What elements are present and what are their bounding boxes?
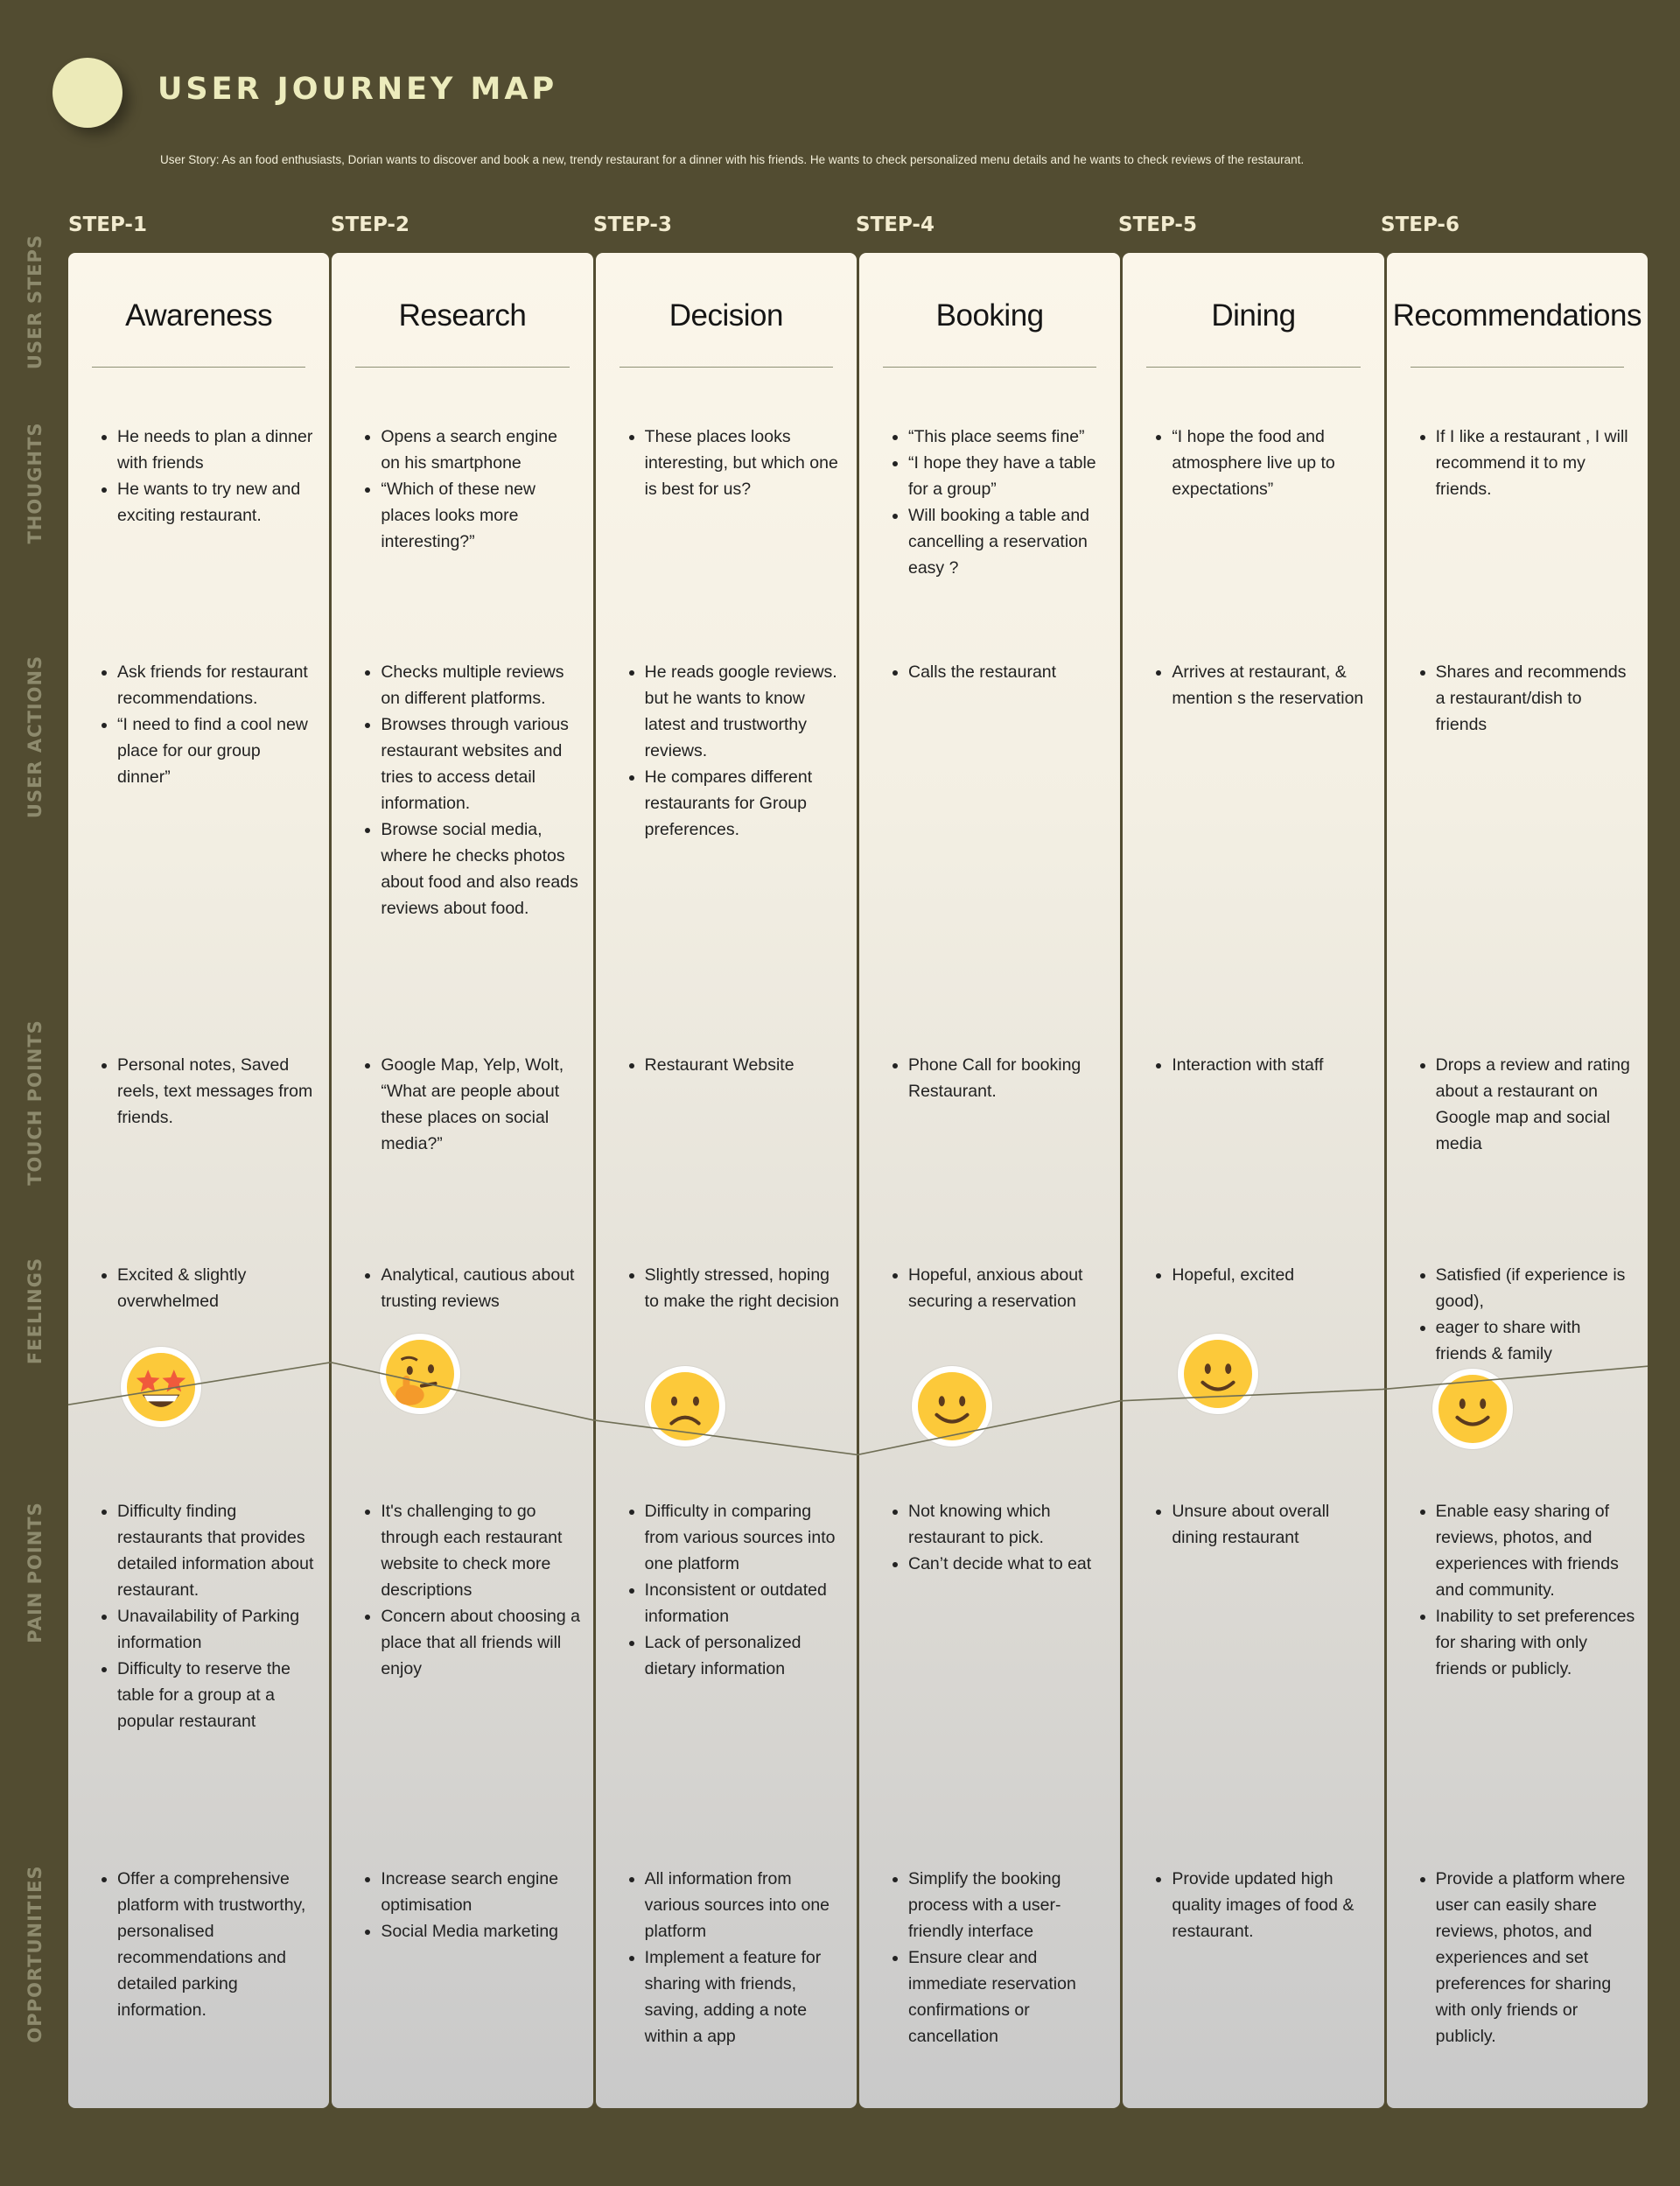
list-item: • He wants to try new and exciting restaurant. (117, 476, 317, 529)
emotion-line (68, 1363, 1648, 1455)
list-item: • “This place seems fine” (908, 424, 1108, 450)
list-item: • Simplify the booking process with a user-friendly interface (908, 1866, 1108, 1944)
list-item: • “I need to find a cool new place for our group dinner” (117, 711, 317, 790)
list-item: • He reads google reviews. but he wants to know latest and trustworthy reviews. (645, 659, 844, 764)
list-item: • Unsure about overall dining restaurant (1172, 1498, 1371, 1551)
list-item: • Drops a review and rating about a restaurant on Google map and social media (1436, 1052, 1635, 1157)
list-item: • “I hope they have a table for a group” (908, 450, 1108, 502)
list-item: • Restaurant Website (645, 1052, 844, 1078)
step-label: STEP-4 (856, 214, 934, 236)
list-item: • Checks multiple reviews on different platforms. (381, 659, 580, 711)
user-story: User Story: As an food enthusiasts, Dorian wants to discover and book a new, trendy restaurant for a dinner with his friends. He wants to check personalized menu details and he wants to check reviews of the restaurant. (160, 153, 1305, 166)
list-item: • Excited & slightly overwhelmed (117, 1262, 317, 1314)
list-item: • eager to share with friends & family (1436, 1314, 1635, 1367)
list-item: • Difficulty to reserve the table for a group at a popular restaurant (117, 1656, 317, 1734)
list-item: • Analytical, cautious about trusting reviews (381, 1262, 580, 1314)
list-item: • Opens a search engine on his smartphone (381, 424, 580, 476)
list-item: • Will booking a table and cancelling a reservation easy ? (908, 502, 1108, 581)
step-title: Decision (668, 298, 783, 333)
list-item: • Unavailability of Parking information (117, 1603, 317, 1656)
list-item: • Interaction with staff (1172, 1052, 1371, 1078)
list-item: • If I like a restaurant , I will recommend it to my friends. (1436, 424, 1635, 502)
list-item: • Can’t decide what to eat (908, 1551, 1108, 1577)
list-item: • Offer a comprehensive platform with trustworthy, personalised recommendations and detailed parking information. (117, 1866, 317, 2023)
list-item: • Shares and recommends a restaurant/dish to friends (1436, 659, 1635, 738)
list-item: • Inconsistent or outdated information (645, 1577, 844, 1629)
list-item: • Implement a feature for sharing with friends, saving, adding a note within a app (645, 1944, 844, 2049)
page-title: USER JOURNEY MAP (158, 72, 558, 107)
step-label: STEP-3 (593, 214, 672, 236)
list-item: • “Which of these new places looks more interesting?” (381, 476, 580, 555)
step-label: STEP-1 (68, 214, 147, 236)
step-title: Booking (935, 298, 1044, 333)
list-item: • It's challenging to go through each restaurant website to check more descriptions (381, 1498, 580, 1603)
list-item: • Hopeful, excited (1172, 1262, 1371, 1288)
step-title: Research (398, 298, 527, 333)
list-item: • Not knowing which restaurant to pick. (908, 1498, 1108, 1551)
step-label: STEP-6 (1381, 214, 1460, 236)
list-item: • Inability to set preferences for sharing with only friends or publicly. (1436, 1603, 1635, 1682)
step-title: Recommendations (1392, 298, 1642, 333)
list-item: • Difficulty finding restaurants that provides detailed information about restaurant. (117, 1498, 317, 1603)
step-title: Awareness (125, 298, 273, 333)
list-item: • Slightly stressed, hoping to make the right decision (645, 1262, 844, 1314)
list-item: • Lack of personalized dietary information (645, 1629, 844, 1682)
list-item: • All information from various sources into one platform (645, 1866, 844, 1944)
step-label: STEP-5 (1118, 214, 1197, 236)
list-item: • Calls the restaurant (908, 659, 1108, 685)
list-item: • Phone Call for booking Restaurant. (908, 1052, 1108, 1104)
list-item: • Google Map, Yelp, Wolt, “What are people about these places on social media?” (381, 1052, 580, 1157)
list-item: • Personal notes, Saved reels, text messages from friends. (117, 1052, 317, 1131)
list-item: • Satisfied (if experience is good), (1436, 1262, 1635, 1314)
step-label: STEP-2 (331, 214, 410, 236)
list-item: • Concern about choosing a place that all friends will enjoy (381, 1603, 580, 1682)
list-item: • He needs to plan a dinner with friends (117, 424, 317, 476)
list-item: • Provide a platform where user can easily share reviews, photos, and experiences and set preferences for sharing with only friends or publicly. (1436, 1866, 1635, 2049)
list-item: • These places looks interesting, but which one is best for us? (645, 424, 844, 502)
list-item: • Social Media marketing (381, 1918, 580, 1944)
list-item: • “I hope the food and atmosphere live up to expectations” (1172, 424, 1371, 502)
list-item: • Browses through various restaurant websites and tries to access detail information. (381, 711, 580, 816)
list-item: • Browse social media, where he checks photos about food and also reads reviews about food. (381, 816, 580, 921)
list-item: • Arrives at restaurant, & mention s the reservation (1172, 659, 1371, 711)
list-item: • Enable easy sharing of reviews, photos, and experiences with friends and community. (1436, 1498, 1635, 1603)
list-item: • Difficulty in comparing from various sources into one platform (645, 1498, 844, 1577)
list-item: • Ensure clear and immediate reservation confirmations or cancellation (908, 1944, 1108, 2049)
list-item: • Increase search engine optimisation (381, 1866, 580, 1918)
list-item: • Ask friends for restaurant recommendations. (117, 659, 317, 711)
step-title: Dining (1211, 298, 1296, 333)
list-item: • He compares different restaurants for Group preferences. (645, 764, 844, 843)
list-item: • Hopeful, anxious about securing a reservation (908, 1262, 1108, 1314)
list-item: • Provide updated high quality images of food & restaurant. (1172, 1866, 1371, 1944)
